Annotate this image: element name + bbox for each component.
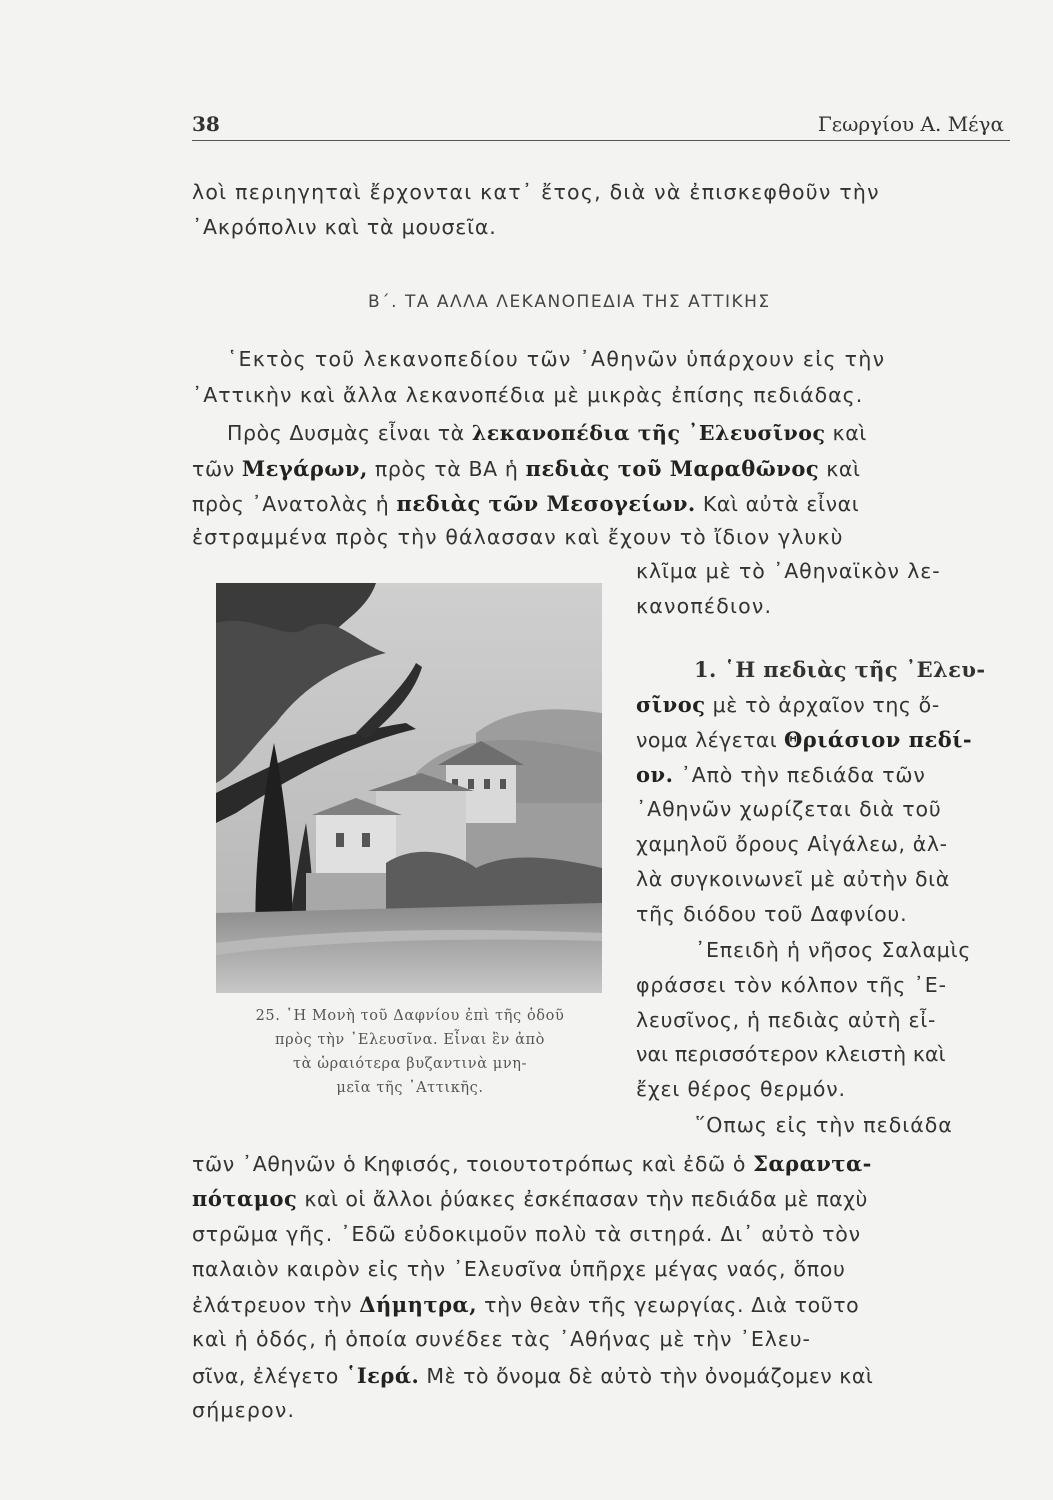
text-line: ᾿Επειδὴ ἡ νῆσος Σαλαμὶς	[695, 938, 972, 962]
text-line: ᾿Αττικὴν καὶ ἄλλα λεκανοπέδια μὲ μικρὰς ἐπίσης πεδιάδας.	[192, 383, 864, 407]
text-line: χαμηλοῦ ὄρους Αἰγάλεω, ἀλ-	[636, 832, 948, 856]
text-line: τῶν ᾿Αθηνῶν ὁ Κηφισός, τοιουτοτρόπως καὶ ἐδῶ ὁ Σαραντα-	[192, 1151, 872, 1176]
text-line: ἐστραμμένα πρὸς τὴν θάλασσαν καὶ ἔχουν τὸ ἴδιον γλυκὺ	[192, 525, 844, 549]
photo-caption: 25. ῾Η Μονὴ τοῦ Δαφνίου ἐπὶ τῆς ὁδοῦ πρὸς τὴν ᾿Ελευσῖνα. Εἶναι ἓν ἀπὸ τὰ ὡραιότερα βυζαντινὰ μνη- μεῖα τῆς ᾿Αττικῆς.	[255, 1008, 565, 1096]
text-line: ᾿Ακρόπολιν καὶ τὰ μουσεῖα.	[192, 215, 497, 239]
text-line: ῞Οπως εἰς τὴν πεδιάδα	[695, 1113, 953, 1137]
text-line: λὰ συγκοινωνεῖ μὲ αὐτὴν διὰ	[636, 867, 950, 891]
section-heading: Β΄. ΤΑ ΑΛΛΑ ΛΕΚΑΝΟΠΕΔΙΑ ΤΗΣ ΑΤΤΙΚΗΣ	[368, 292, 771, 312]
text-line: τῶν Μεγάρων, πρὸς τὰ ΒΑ ἡ πεδιὰς τοῦ Μαραθῶνος καὶ	[192, 456, 861, 481]
text-line: λοὶ περιηγηταὶ ἔρχονται κατ᾿ ἔτος, διὰ νὰ ἐπισκεφθοῦν τὴν	[192, 180, 880, 204]
text-line: ἐλάτρευον τὴν Δήμητρα, τὴν θεὰν τῆς γεωργίας. Διὰ τοῦτο	[192, 1292, 860, 1317]
text-line: Πρὸς Δυσμὰς εἶναι τὰ λεκανοπέδια τῆς ᾿Ελευσῖνος καὶ	[227, 421, 867, 445]
text-line: κανοπέδιον.	[636, 594, 773, 618]
subsection-title: 1. ῾Η πεδιὰς τῆς ᾿Ελευ-	[694, 657, 986, 682]
running-title: Γεωργίου Α. Μέγα	[817, 112, 1004, 136]
text-line: τῆς διόδου τοῦ Δαφνίου.	[636, 902, 908, 926]
text-line: παλαιὸν καιρὸν εἰς τὴν ᾿Ελευσῖνα ὑπῆρχε μέγας ναός, ὅπου	[192, 1257, 846, 1281]
text-line: νομα λέγεται Θριάσιον πεδί-	[636, 727, 973, 752]
text-line: σῖνα, ἐλέγετο ῾Ιερά. Μὲ τὸ ὄνομα δὲ αὐτὸ τὴν ὀνομάζομεν καὶ	[192, 1363, 874, 1388]
text-line: ἔχει θέρος θερμόν.	[636, 1077, 846, 1101]
text-line: ῾Εκτὸς τοῦ λεκανοπεδίου τῶν ᾿Αθηνῶν ὑπάρχουν εἰς τὴν	[227, 347, 886, 371]
text-line: πρὸς ᾿Ανατολὰς ἡ πεδιὰς τῶν Μεσογείων. Καὶ αὐτὰ εἶναι	[192, 491, 860, 516]
text-line: καὶ ἡ ὁδός, ἡ ὁποία συνέδεε τὰς ᾿Αθήνας μὲ τὴν ᾿Ελευ-	[192, 1327, 811, 1351]
page-number: 38	[192, 112, 220, 136]
page-header	[192, 106, 1010, 141]
text-line: στρῶμα γῆς. ᾿Εδῶ εὐδοκιμοῦν πολὺ τὰ σιτηρά. Δι᾿ αὐτὸ τὸν	[192, 1222, 861, 1246]
text-line: κλῖμα μὲ τὸ ᾿Αθηναϊκὸν λε-	[636, 559, 941, 583]
monastery-photo	[216, 583, 602, 993]
text-line: πόταμος καὶ οἱ ἄλλοι ῥύακες ἐσκέπασαν τὴν πεδιάδα μὲ παχὺ	[192, 1186, 868, 1211]
text-line: σῖνος μὲ τὸ ἀρχαῖον της ὄ-	[636, 692, 940, 717]
text-line: φράσσει τὸν κόλπον τῆς ᾿Ε-	[636, 973, 947, 997]
text-line: ον. ᾿Απὸ τὴν πεδιάδα τῶν	[636, 762, 926, 787]
text-line: σήμερον.	[192, 1398, 296, 1422]
text-line: ᾿Αθηνῶν χωρίζεται διὰ τοῦ	[636, 797, 942, 821]
text-line: λευσῖνος, ἡ πεδιὰς αὐτὴ εἶ-	[636, 1008, 937, 1032]
text-line: ναι περισσότερον κλειστὴ καὶ	[636, 1042, 946, 1066]
